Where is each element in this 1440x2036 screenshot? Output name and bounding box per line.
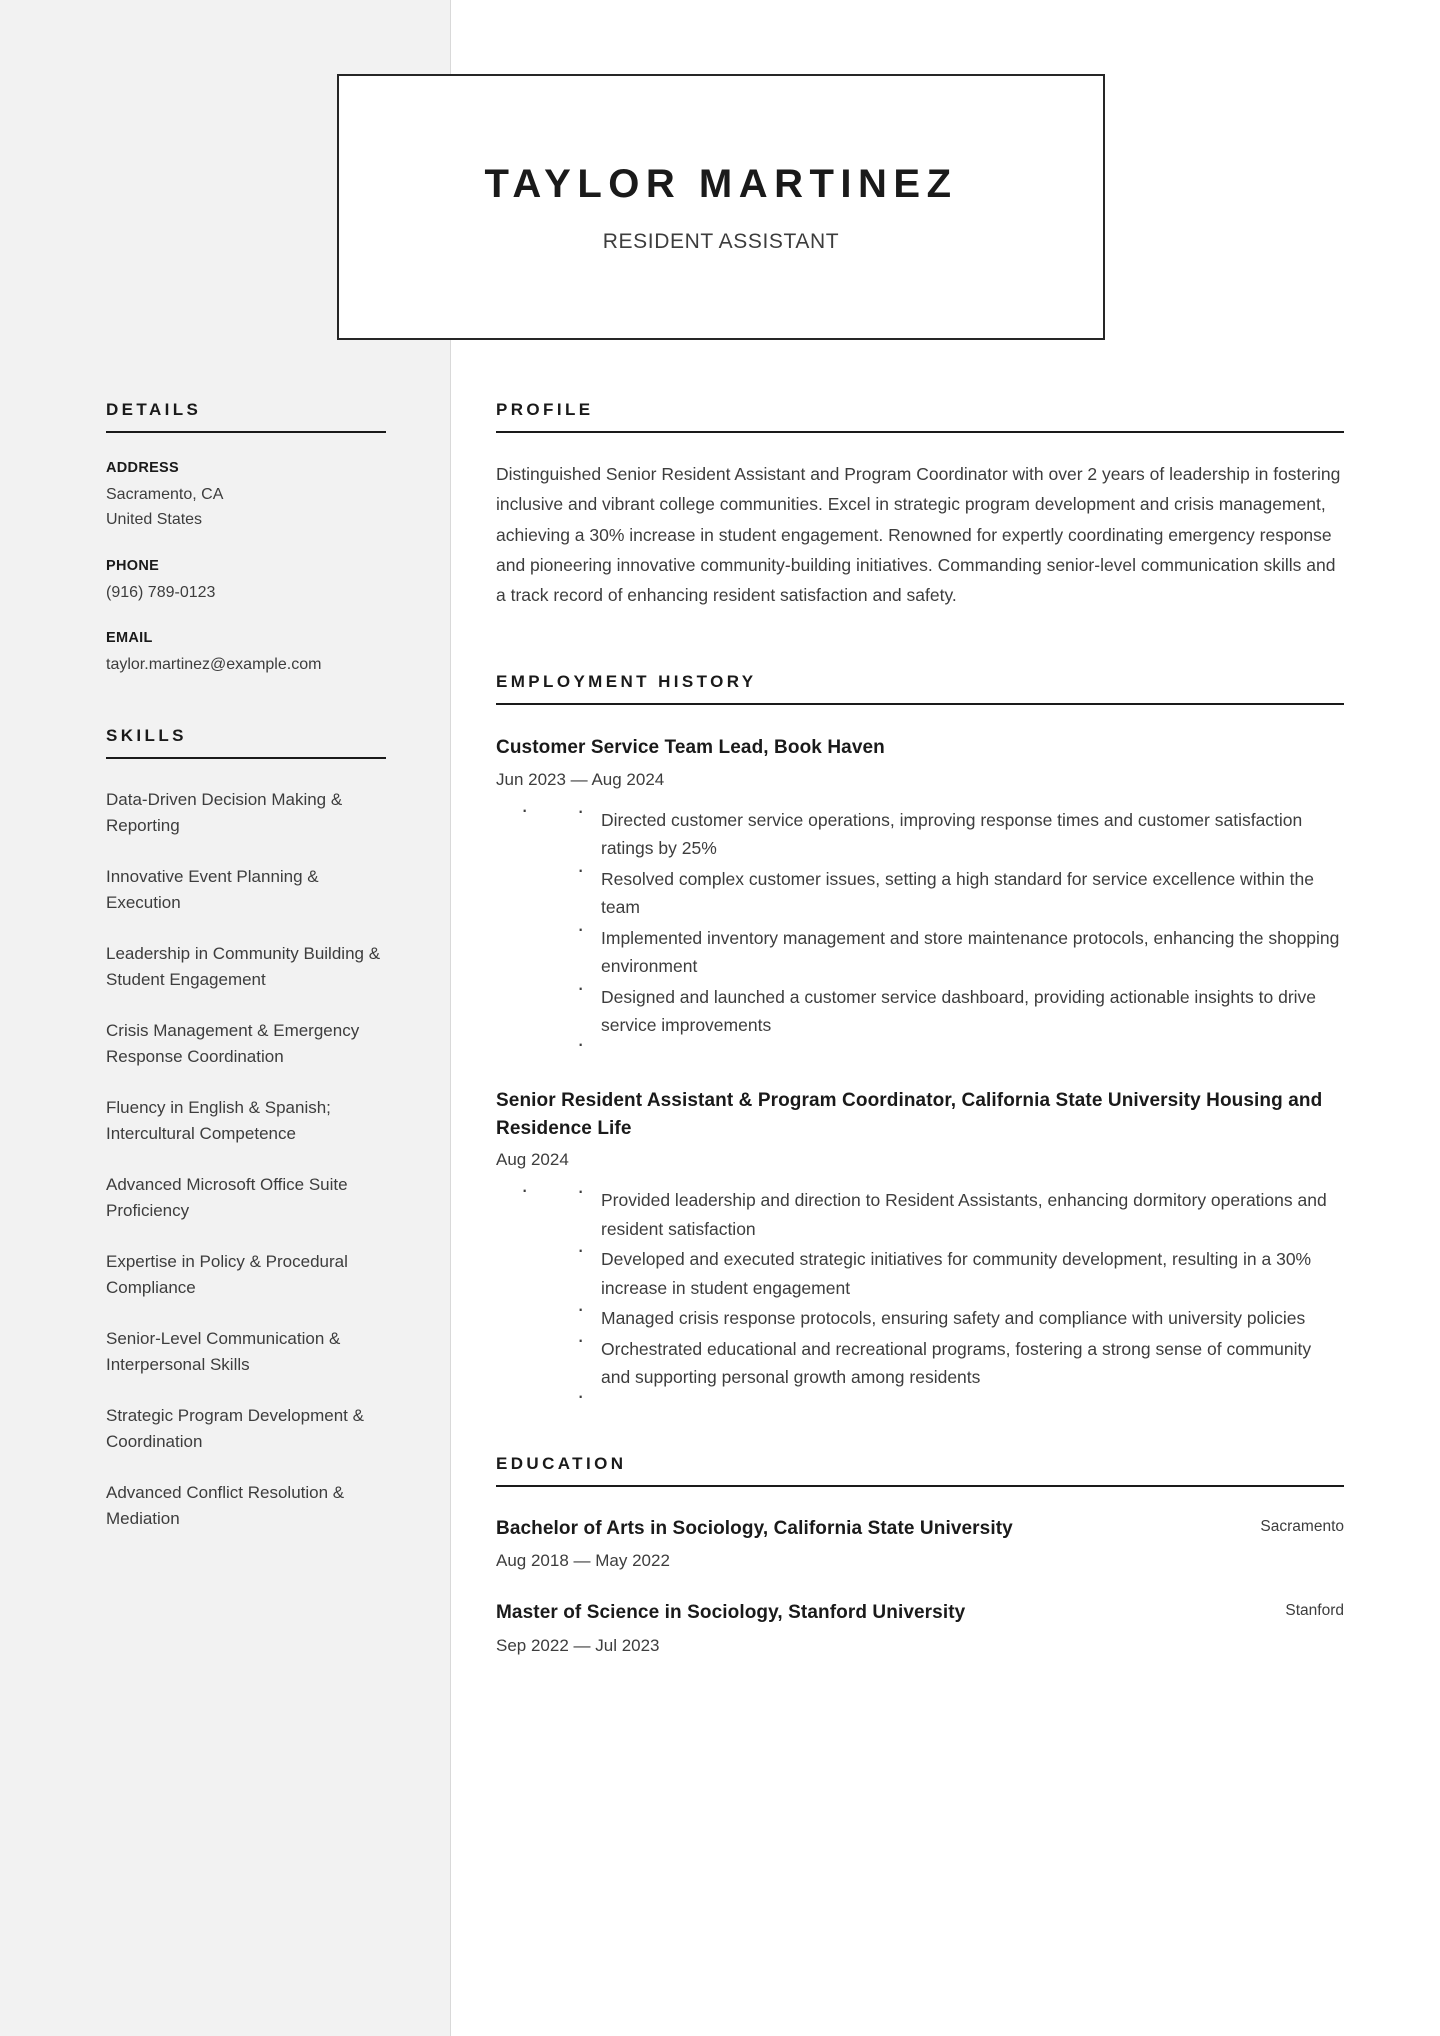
skill-item: Data-Driven Decision Making & Reporting [106,790,343,835]
education-entry [496,1599,1344,1656]
skill-item: Expertise in Policy & Procedural Compliance [106,1252,348,1297]
details-list [106,460,386,678]
detail-label: ADDRESS [106,460,179,476]
skill-item: Fluency in English & Spanish; Intercultural Competence [106,1098,331,1143]
employment-entry [496,1087,1344,1410]
employment-bullet: · · Provided leadership and direction to Resident Assistants, enhancing dormitory operations and resident satisfaction [573,1186,1344,1243]
employment-bullets [496,1186,1344,1410]
employment-bullet-list [573,1186,1344,1392]
employment-bullet: · Resolved complex customer issues, setting a high standard for service excellence within the team [573,865,1344,922]
employment-bullet: · Developed and executed strategic initiatives for community development, resulting in a 30% increase in student engagement [573,1245,1344,1302]
employment-bullet-empty [573,1394,1344,1410]
employment-bullet: · · Directed customer service operations, improving response times and customer satisfaction ratings by 25% [573,806,1344,863]
education-dates: Sep 2022 — Jul 2023 [496,1635,660,1655]
sidebar-column [106,400,386,1531]
page-title: TAYLOR MARTINEZ [484,162,958,206]
employment-bullet-list [573,806,1344,1040]
detail-value-email[interactable]: taylor.martinez@example.com [106,656,322,674]
education-degree: Bachelor of Arts in Sociology, California State University [496,1517,1013,1539]
skill-item: Advanced Conflict Resolution & Mediation [106,1483,345,1528]
profile-section [496,400,1344,610]
employment-dates: Aug 2024 [496,1150,569,1170]
employment-bullet: · Implemented inventory management and store maintenance protocols, enhancing the shopping environment [573,924,1344,981]
header-name-box [337,74,1105,340]
detail-item-email [106,630,386,678]
employment-bullet: · Orchestrated educational and recreational programs, fostering a strong sense of community and supporting personal growth among residents [573,1335,1344,1392]
education-section [496,1454,1344,1656]
detail-item-address [106,460,386,533]
detail-value-phone[interactable]: (916) 789-0123 [106,583,216,601]
employment-section [496,672,1344,1409]
skill-item: Advanced Microsoft Office Suite Proficiency [106,1175,348,1220]
employment-bullet: · Designed and launched a customer service dashboard, providing actionable insights to drive service improvements [573,983,1344,1040]
employment-bullets [496,806,1344,1058]
detail-value-country: United States [106,510,203,528]
employment-title: Customer Service Team Lead, Book Haven [496,737,885,759]
education-section-heading: EDUCATION [496,1454,1344,1487]
employment-dates: Jun 2023 — Aug 2024 [496,769,665,789]
education-entry-main [496,1515,1236,1572]
profile-section-heading: PROFILE [496,400,1344,433]
details-section-heading: DETAILS [106,400,386,433]
skill-item: Innovative Event Planning & Execution [106,867,319,912]
detail-value-city: Sacramento, CA [106,486,224,503]
detail-label: EMAIL [106,630,153,647]
main-column [496,400,1344,1656]
details-section [106,400,386,678]
employment-bullet-group [521,806,1344,1058]
education-location: Sacramento [1260,1517,1344,1535]
employment-bullet: · Managed crisis response protocols, ensuring safety and compliance with university policies [573,1304,1344,1333]
skill-item: Crisis Management & Emergency Response Coordination [106,1021,360,1066]
skills-list [106,787,386,1531]
education-degree: Master of Science in Sociology, Stanford University [496,1602,966,1624]
skills-section [106,726,386,1531]
employment-bullet-group [521,1186,1344,1410]
education-entry [496,1515,1344,1572]
detail-item-phone [106,558,386,606]
education-entry-main [496,1599,1261,1656]
education-dates: Aug 2018 — May 2022 [496,1551,670,1571]
skill-item: Leadership in Community Building & Student Engagement [106,944,381,989]
header-job-title: RESIDENT ASSISTANT [602,230,840,253]
detail-label: PHONE [106,557,160,574]
education-location: Stanford [1285,1602,1344,1620]
employment-entry [496,734,1344,1058]
skills-section-heading: SKILLS [106,726,386,759]
profile-text: Distinguished Senior Resident Assistant and Program Coordinator with over 2 years of leadership in fostering inclusive and vibrant college communities. Excel in strategic program development and crisis management, achieving a 30% increase in student engagement. Renowned for expertly coordinating emergency response and pioneering innovative community-building initiatives. Commanding senior-level communication skills and a track record of enhancing resident satisfaction and safety. [496,464,1341,606]
skill-item: Senior-Level Communication & Interpersonal Skills [106,1329,341,1374]
employment-section-heading: EMPLOYMENT HISTORY [496,672,1344,705]
employment-title: Senior Resident Assistant & Program Coordinator, California State University Housing and Residence Life [496,1090,1323,1139]
skill-item: Strategic Program Development & Coordination [106,1406,364,1451]
employment-bullet-empty [573,1042,1344,1058]
